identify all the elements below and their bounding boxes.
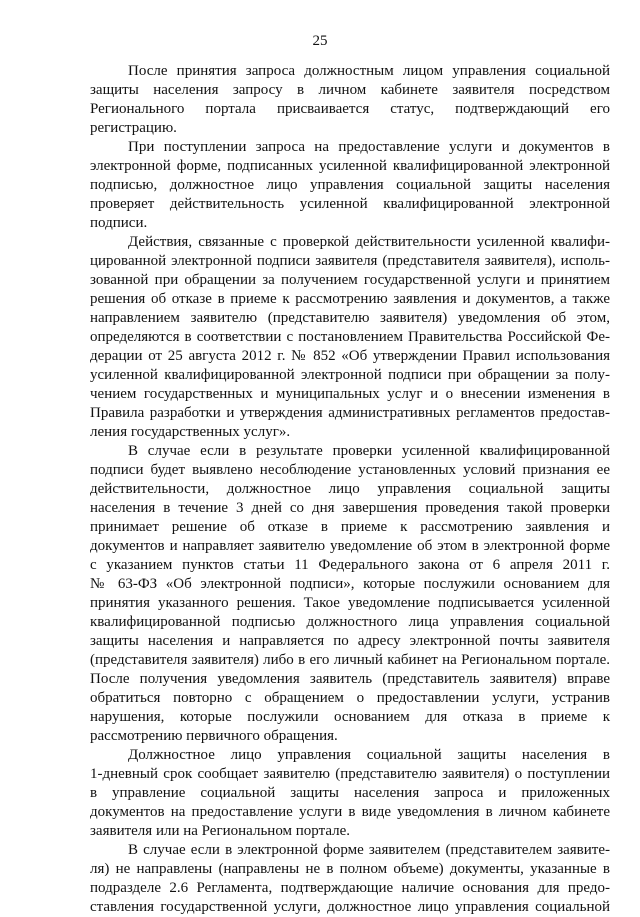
text-line: подразделе 2.6 Регламента, подтверждающие наличие основания для предо- (90, 880, 610, 896)
text-line: При поступлении запроса на предоставление услуги и документов в (128, 139, 610, 155)
paragraph (90, 841, 610, 917)
text-line: подписи будет выявлено несоблюдение установленных условий признания ее (90, 462, 610, 478)
text-line: Действия, связанные с проверкой действительности усиленной квалифи- (128, 234, 610, 250)
paragraph (90, 442, 610, 746)
text-line: защиты населения и направляется по адресу электронной почты заявителя (90, 633, 610, 649)
text-line: (представителя заявителя) либо в его личный кабинет на Региональном портале. (90, 652, 610, 668)
text-line: документов на предоставление услуги в виде уведомления в личном кабинете (90, 804, 610, 820)
paragraph (90, 233, 610, 442)
text-line: документов и направляет заявителю уведомление об этом в электронной форме (90, 538, 610, 554)
text-line: с указанием пунктов статьи 11 Федерального закона от 6 апреля 2011 г. (90, 557, 610, 573)
text-line: регистрацию. (90, 120, 177, 136)
page-number: 25 (312, 33, 328, 49)
text-line: действительности, должностное лицо управления социальной защиты (90, 481, 610, 497)
text-line: населения в течение 3 дней со дня завершения проведения такой проверки (90, 500, 610, 516)
text-line: ставления государственной услуги, должностное лицо управления социальной (90, 899, 610, 915)
text-line: Правила разработки и утверждения административных регламентов предостав- (90, 405, 610, 421)
text-line: проверяет действительность усиленной квалифицированной электронной (90, 196, 610, 212)
text-line: № 63-ФЗ «Об электронной подписи», которые послужили основанием для (90, 576, 610, 592)
text-line: ля) не направлены (направлены не в полном объеме) документы, указанные в (90, 861, 610, 877)
paragraph (90, 138, 610, 233)
text-line: В случае если в электронной форме заявителем (представителем заявите- (128, 842, 610, 858)
text-line: подписью, должностное лицо управления социальной защиты населения (90, 177, 610, 193)
text-line: защиты населения запросу в личном кабинете заявителя посредством (90, 82, 610, 98)
text-line: принятия указанного решения. Такое уведомление подписывается усиленной (90, 595, 610, 611)
text-line: цированной электронной подписи заявителя (представителя заявителя), исполь- (90, 253, 610, 269)
text-line: обратиться повторно с обращением о предоставлении услуги, устранив (90, 690, 610, 706)
text-line: определяются в соответствии с постановлением Правительства Российской Фе- (90, 329, 610, 345)
text-line: ления государственных услуг». (90, 424, 291, 440)
text-line: квалифицированной подписью должностного лица управления социальной (90, 614, 610, 630)
text-line: зованной при обращении за получением государственной услуги и принятием (90, 272, 610, 288)
text-line: решения об отказе в приеме к рассмотрению заявления и документов, а также (90, 291, 610, 307)
text-line: В случае если в результате проверки усиленной квалифицированной (128, 443, 610, 459)
text-line: направлением заявителю (представителю заявителя) уведомления об этом, (90, 310, 610, 326)
document-body (90, 62, 610, 917)
text-line: дерации от 25 августа 2012 г. № 852 «Об утверждении Правил использования (90, 348, 610, 364)
text-line: в управление социальной защиты населения запроса и приложенных (90, 785, 610, 801)
text-line: усиленной квалифицированной электронной подписи при обращении за полу- (90, 367, 610, 383)
text-line: После получения уведомления заявитель (представитель заявителя) вправе (90, 671, 610, 687)
text-line: Регионального портала присваивается статус, подтверждающий его (90, 101, 610, 117)
paragraph (90, 62, 610, 138)
text-line: принимает решение об отказе в приеме к рассмотрению заявления и (90, 519, 610, 535)
text-line: нарушения, которые послужили основанием для отказа в приеме к (90, 709, 610, 725)
text-line: заявителя или на Региональном портале. (90, 823, 351, 839)
text-line: 1-дневный срок сообщает заявителю (представителю заявителя) о поступлении (90, 766, 610, 782)
text-line: рассмотрению первичного обращения. (90, 728, 338, 744)
text-line: После принятия запроса должностным лицом управления социальной (128, 63, 610, 79)
text-line: электронной форме, подписанных усиленной квалифицированной электронной (90, 158, 610, 174)
text-line: Должностное лицо управления социальной защиты населения в (128, 747, 610, 763)
paragraph (90, 746, 610, 841)
text-line: чением государственных и муниципальных услуг и о внесении изменения в (90, 386, 610, 402)
text-line: подписи. (90, 215, 148, 231)
